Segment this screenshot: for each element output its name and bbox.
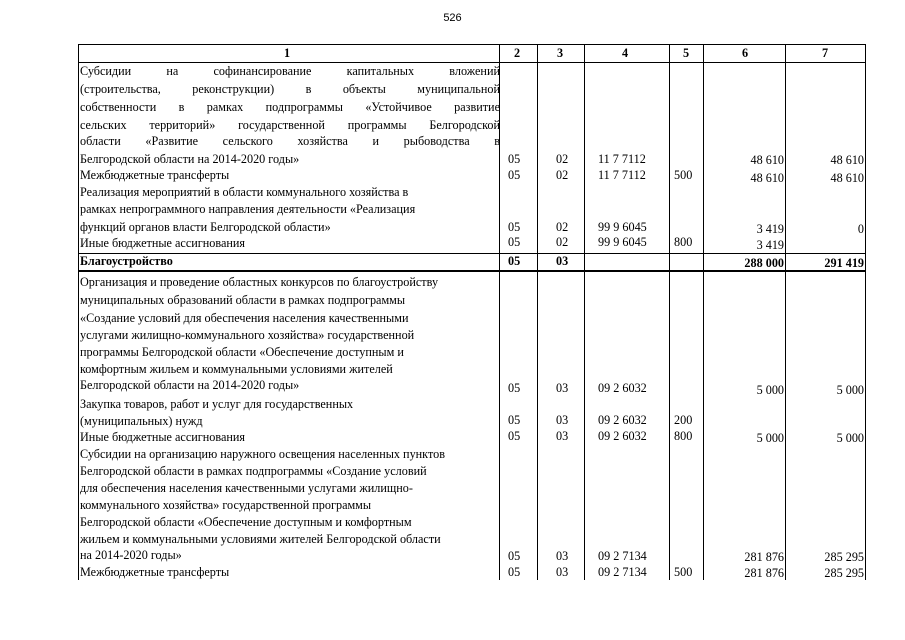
row-2-rz: 05 bbox=[508, 220, 521, 234]
row-3-line-0: Иные бюджетные ассигнования bbox=[80, 236, 246, 250]
row-6-vr: 200 bbox=[674, 413, 693, 427]
section-top-border bbox=[78, 253, 866, 254]
row-0-line-4: области «Развитие сельского хозяйства и рыбоводства в bbox=[80, 134, 500, 148]
col-border-7 bbox=[865, 44, 866, 580]
row-2-v6: 3 419 bbox=[756, 222, 784, 236]
col-border-0 bbox=[78, 44, 79, 580]
row-3-csr: 99 9 6045 bbox=[598, 235, 647, 249]
col-border-3 bbox=[584, 44, 585, 580]
row-8-line-4: Белгородской области «Обеспечение доступным и комфортным bbox=[80, 515, 412, 529]
header-col-6: 6 bbox=[742, 46, 749, 60]
row-8-pr: 03 bbox=[556, 549, 569, 563]
row-7-v6: 5 000 bbox=[756, 431, 784, 445]
row-7-rz: 05 bbox=[508, 429, 521, 443]
row-3-vr: 800 bbox=[674, 235, 693, 249]
row-0-rz: 05 bbox=[508, 152, 521, 166]
row-5-v7: 5 000 bbox=[836, 383, 864, 397]
row-5-line-2: «Создание условий для обеспечения населения качественными bbox=[80, 311, 409, 325]
row-5-v6: 5 000 bbox=[756, 383, 784, 397]
row-6-line-1: (муниципальных) нужд bbox=[80, 414, 203, 428]
col-border-4 bbox=[669, 44, 670, 580]
row-1-vr: 500 bbox=[674, 168, 693, 182]
row-0-csr: 11 7 7112 bbox=[598, 152, 646, 166]
row-6-line-0: Закупка товаров, работ и услуг для государственных bbox=[80, 397, 354, 411]
row-5-line-1: муниципальных образований области в рамках подпрограммы bbox=[80, 293, 406, 307]
row-1-pr: 02 bbox=[556, 168, 569, 182]
row-9-rz: 05 bbox=[508, 565, 521, 579]
row-2-line-2: функций органов власти Белгородской области» bbox=[80, 220, 331, 234]
row-5-line-4: программы Белгородской области «Обеспечение доступным и bbox=[80, 345, 404, 359]
header-col-4: 4 bbox=[622, 46, 629, 60]
section-title: Благоустройство bbox=[80, 254, 173, 268]
header-col-2: 2 bbox=[514, 46, 521, 60]
row-9-line-0: Межбюджетные трансферты bbox=[80, 565, 230, 579]
col-border-2 bbox=[537, 44, 538, 580]
row-4-v7: 291 419 bbox=[824, 256, 864, 270]
row-9-vr: 500 bbox=[674, 565, 693, 579]
row-6-rz: 05 bbox=[508, 413, 521, 427]
row-1-csr: 11 7 7112 bbox=[598, 168, 646, 182]
row-3-pr: 02 bbox=[556, 235, 569, 249]
row-2-line-0: Реализация мероприятий в области коммунального хозяйства в bbox=[80, 185, 409, 199]
row-0-line-0: Субсидии на софинансирование капитальных вложений bbox=[80, 64, 500, 78]
row-5-line-0: Организация и проведение областных конкурсов по благоустройству bbox=[80, 275, 439, 289]
row-8-line-3: коммунального хозяйства» государственной программы bbox=[80, 498, 372, 512]
row-0-line-1: (строительства, реконструкции) в объекты муниципальной bbox=[80, 82, 500, 96]
row-0-line-3: сельских территорий» государственной программы Белгородской bbox=[80, 118, 500, 132]
row-0-v7: 48 610 bbox=[830, 153, 864, 167]
row-2-pr: 02 bbox=[556, 220, 569, 234]
col-border-5 bbox=[703, 44, 704, 580]
row-5-line-3: услугами жилищно-коммунального хозяйства» государственной bbox=[80, 328, 415, 342]
row-3-rz: 05 bbox=[508, 235, 521, 249]
row-8-v6: 281 876 bbox=[744, 550, 784, 564]
row-8-line-2: для обеспечения населения качественными услугами жилищно- bbox=[80, 481, 413, 495]
row-4-v6: 288 000 bbox=[744, 256, 784, 270]
row-8-line-1: Белгородской области в рамках подпрограммы «Создание условий bbox=[80, 464, 427, 478]
row-3-v6: 3 419 bbox=[756, 238, 784, 252]
row-7-csr: 09 2 6032 bbox=[598, 429, 647, 443]
row-1-rz: 05 bbox=[508, 168, 521, 182]
header-col-7: 7 bbox=[822, 46, 829, 60]
row-1-v6: 48 610 bbox=[750, 171, 784, 185]
row-8-line-6: на 2014-2020 годы» bbox=[80, 548, 182, 562]
row-5-csr: 09 2 6032 bbox=[598, 381, 647, 395]
row-0-line-2: собственности в рамках подпрограммы «Устойчивое развитие bbox=[80, 100, 500, 114]
row-9-csr: 09 2 7134 bbox=[598, 565, 647, 579]
row-1-line-0: Межбюджетные трансферты bbox=[80, 168, 230, 182]
row-6-pr: 03 bbox=[556, 413, 569, 427]
row-9-v6: 281 876 bbox=[744, 566, 784, 580]
row-5-line-5: комфортным жильем и коммунальными условиями жителей bbox=[80, 362, 393, 376]
row-4-rz: 05 bbox=[508, 254, 521, 268]
row-6-csr: 09 2 6032 bbox=[598, 413, 647, 427]
row-0-pr: 02 bbox=[556, 152, 569, 166]
row-7-vr: 800 bbox=[674, 429, 693, 443]
row-9-pr: 03 bbox=[556, 565, 569, 579]
row-8-csr: 09 2 7134 bbox=[598, 549, 647, 563]
row-4-pr: 03 bbox=[556, 254, 569, 268]
row-9-v7: 285 295 bbox=[824, 566, 864, 580]
row-2-csr: 99 9 6045 bbox=[598, 220, 647, 234]
row-1-v7: 48 610 bbox=[830, 171, 864, 185]
row-8-line-5: жильем и коммунальными условиями жителей Белгородской области bbox=[80, 532, 441, 546]
row-7-line-0: Иные бюджетные ассигнования bbox=[80, 430, 246, 444]
row-0-v6: 48 610 bbox=[750, 153, 784, 167]
page-number: 526 bbox=[443, 12, 462, 24]
row-2-v7: 0 bbox=[857, 222, 864, 236]
row-8-line-0: Субсидии на организацию наружного освещения населенных пунктов bbox=[80, 447, 445, 461]
row-8-v7: 285 295 bbox=[824, 550, 864, 564]
row-5-pr: 03 bbox=[556, 381, 569, 395]
row-0-line-5: Белгородской области на 2014-2020 годы» bbox=[80, 152, 300, 166]
row-8-rz: 05 bbox=[508, 549, 521, 563]
row-5-line-6: Белгородской области на 2014-2020 годы» bbox=[80, 378, 300, 392]
row-7-pr: 03 bbox=[556, 429, 569, 443]
row-2-line-1: рамках непрограммного направления деятельности «Реализация bbox=[80, 202, 416, 216]
header-col-5: 5 bbox=[683, 46, 690, 60]
row-7-v7: 5 000 bbox=[836, 431, 864, 445]
row-5-rz: 05 bbox=[508, 381, 521, 395]
header-col-3: 3 bbox=[557, 46, 564, 60]
header-col-1: 1 bbox=[284, 46, 291, 60]
col-border-6 bbox=[785, 44, 786, 580]
